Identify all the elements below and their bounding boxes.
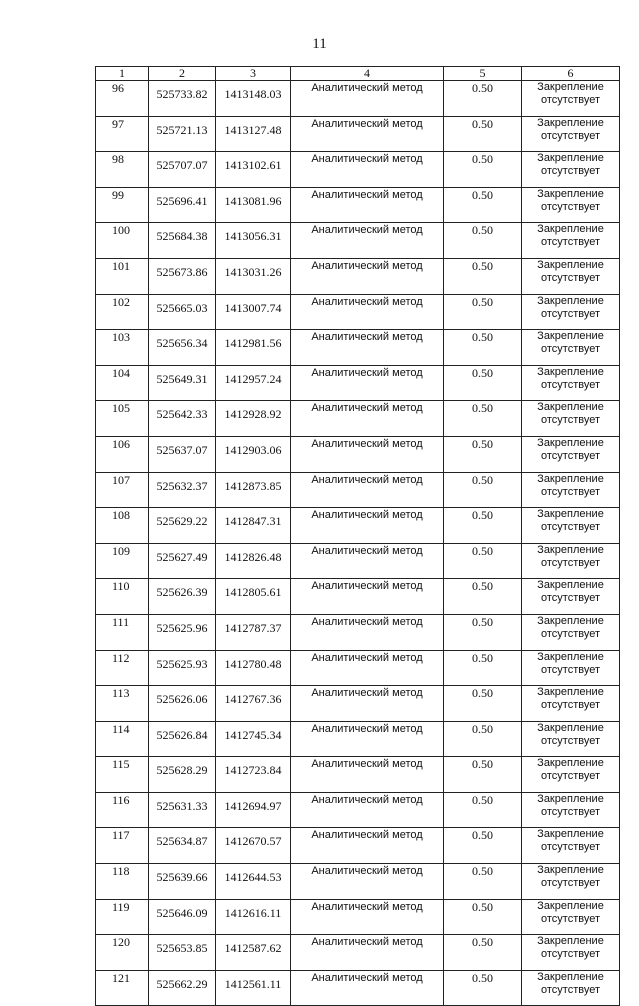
- point-number-cell: 100: [96, 223, 149, 259]
- point-number-cell: 102: [96, 294, 149, 330]
- fixing-cell: Закрепление отсутствует: [522, 792, 620, 828]
- fixing-cell: Закрепление отсутствует: [522, 757, 620, 793]
- method-cell: Аналитический метод: [291, 81, 444, 117]
- method-cell: Аналитический метод: [291, 792, 444, 828]
- fixing-cell: Закрепление отсутствует: [522, 436, 620, 472]
- table-row: [96, 187, 620, 223]
- x-coordinate-cell: 525656.34: [149, 330, 216, 366]
- accuracy-cell: 0.50: [444, 864, 522, 900]
- fixing-cell: Закрепление отсутствует: [522, 686, 620, 722]
- y-coordinate-cell: 1412826.48: [216, 543, 291, 579]
- y-coordinate-cell: 1412957.24: [216, 365, 291, 401]
- y-coordinate-cell: 1412780.48: [216, 650, 291, 686]
- method-cell: Аналитический метод: [291, 116, 444, 152]
- fixing-cell: Закрепление отсутствует: [522, 365, 620, 401]
- method-cell: Аналитический метод: [291, 828, 444, 864]
- accuracy-cell: 0.50: [444, 970, 522, 1006]
- method-cell: Аналитический метод: [291, 436, 444, 472]
- fixing-cell: Закрепление отсутствует: [522, 970, 620, 1006]
- accuracy-cell: 0.50: [444, 543, 522, 579]
- x-coordinate-cell: 525625.96: [149, 614, 216, 650]
- method-cell: Аналитический метод: [291, 508, 444, 544]
- fixing-cell: Закрепление отсутствует: [522, 294, 620, 330]
- method-cell: Аналитический метод: [291, 330, 444, 366]
- table-body: [96, 81, 620, 1006]
- table-row: [96, 81, 620, 117]
- point-number-cell: 104: [96, 365, 149, 401]
- y-coordinate-cell: 1412694.97: [216, 792, 291, 828]
- point-number-cell: 119: [96, 899, 149, 935]
- table-header: [96, 67, 620, 81]
- y-coordinate-cell: 1413031.26: [216, 258, 291, 294]
- point-number-cell: 120: [96, 935, 149, 971]
- method-cell: Аналитический метод: [291, 935, 444, 971]
- y-coordinate-cell: 1412616.11: [216, 899, 291, 935]
- x-coordinate-cell: 525696.41: [149, 187, 216, 223]
- accuracy-cell: 0.50: [444, 650, 522, 686]
- page-number: 11: [312, 36, 327, 52]
- point-number-cell: 117: [96, 828, 149, 864]
- y-coordinate-cell: 1412587.62: [216, 935, 291, 971]
- column-header-1: 1: [96, 67, 149, 81]
- x-coordinate-cell: 525642.33: [149, 401, 216, 437]
- y-coordinate-cell: 1413081.96: [216, 187, 291, 223]
- method-cell: Аналитический метод: [291, 864, 444, 900]
- table-row: [96, 721, 620, 757]
- column-header-5: 5: [444, 67, 522, 81]
- x-coordinate-cell: 525673.86: [149, 258, 216, 294]
- method-cell: Аналитический метод: [291, 721, 444, 757]
- point-number-cell: 98: [96, 152, 149, 188]
- table-row: [96, 365, 620, 401]
- x-coordinate-cell: 525646.09: [149, 899, 216, 935]
- fixing-cell: Закрепление отсутствует: [522, 614, 620, 650]
- method-cell: Аналитический метод: [291, 757, 444, 793]
- method-cell: Аналитический метод: [291, 579, 444, 615]
- table-row: [96, 757, 620, 793]
- y-coordinate-cell: 1412787.37: [216, 614, 291, 650]
- x-coordinate-cell: 525626.06: [149, 686, 216, 722]
- x-coordinate-cell: 525662.29: [149, 970, 216, 1006]
- point-number-cell: 118: [96, 864, 149, 900]
- point-number-cell: 111: [96, 614, 149, 650]
- y-coordinate-cell: 1413007.74: [216, 294, 291, 330]
- accuracy-cell: 0.50: [444, 579, 522, 615]
- table-row: [96, 792, 620, 828]
- x-coordinate-cell: 525625.93: [149, 650, 216, 686]
- method-cell: Аналитический метод: [291, 686, 444, 722]
- table-row: [96, 864, 620, 900]
- x-coordinate-cell: 525733.82: [149, 81, 216, 117]
- table-row: [96, 508, 620, 544]
- x-coordinate-cell: 525626.84: [149, 721, 216, 757]
- y-coordinate-cell: 1412723.84: [216, 757, 291, 793]
- fixing-cell: Закрепление отсутствует: [522, 508, 620, 544]
- method-cell: Аналитический метод: [291, 899, 444, 935]
- x-coordinate-cell: 525649.31: [149, 365, 216, 401]
- x-coordinate-cell: 525707.07: [149, 152, 216, 188]
- method-cell: Аналитический метод: [291, 472, 444, 508]
- coordinates-table: [95, 66, 620, 1006]
- accuracy-cell: 0.50: [444, 757, 522, 793]
- x-coordinate-cell: 525628.29: [149, 757, 216, 793]
- table-row: [96, 401, 620, 437]
- fixing-cell: Закрепление отсутствует: [522, 223, 620, 259]
- table-row: [96, 828, 620, 864]
- accuracy-cell: 0.50: [444, 258, 522, 294]
- x-coordinate-cell: 525665.03: [149, 294, 216, 330]
- x-coordinate-cell: 525634.87: [149, 828, 216, 864]
- fixing-cell: Закрепление отсутствует: [522, 721, 620, 757]
- table-row: [96, 650, 620, 686]
- accuracy-cell: 0.50: [444, 294, 522, 330]
- fixing-cell: Закрепление отсутствует: [522, 543, 620, 579]
- x-coordinate-cell: 525627.49: [149, 543, 216, 579]
- column-header-6: 6: [522, 67, 620, 81]
- point-number-cell: 106: [96, 436, 149, 472]
- y-coordinate-cell: 1412767.36: [216, 686, 291, 722]
- method-cell: Аналитический метод: [291, 650, 444, 686]
- y-coordinate-cell: 1412903.06: [216, 436, 291, 472]
- method-cell: Аналитический метод: [291, 223, 444, 259]
- table-row: [96, 935, 620, 971]
- method-cell: Аналитический метод: [291, 365, 444, 401]
- y-coordinate-cell: 1412928.92: [216, 401, 291, 437]
- accuracy-cell: 0.50: [444, 436, 522, 472]
- table-row: [96, 152, 620, 188]
- method-cell: Аналитический метод: [291, 187, 444, 223]
- table-row: [96, 970, 620, 1006]
- accuracy-cell: 0.50: [444, 472, 522, 508]
- fixing-cell: Закрепление отсутствует: [522, 116, 620, 152]
- accuracy-cell: 0.50: [444, 614, 522, 650]
- point-number-cell: 112: [96, 650, 149, 686]
- accuracy-cell: 0.50: [444, 330, 522, 366]
- point-number-cell: 109: [96, 543, 149, 579]
- table-row: [96, 579, 620, 615]
- point-number-cell: 115: [96, 757, 149, 793]
- y-coordinate-cell: 1412873.85: [216, 472, 291, 508]
- fixing-cell: Закрепление отсутствует: [522, 81, 620, 117]
- method-cell: Аналитический метод: [291, 258, 444, 294]
- point-number-cell: 103: [96, 330, 149, 366]
- fixing-cell: Закрепление отсутствует: [522, 579, 620, 615]
- accuracy-cell: 0.50: [444, 116, 522, 152]
- column-header-3: 3: [216, 67, 291, 81]
- fixing-cell: Закрепление отсутствует: [522, 258, 620, 294]
- point-number-cell: 116: [96, 792, 149, 828]
- table-row: [96, 472, 620, 508]
- table-row: [96, 223, 620, 259]
- fixing-cell: Закрепление отсутствует: [522, 187, 620, 223]
- y-coordinate-cell: 1413127.48: [216, 116, 291, 152]
- y-coordinate-cell: 1412561.11: [216, 970, 291, 1006]
- y-coordinate-cell: 1413102.61: [216, 152, 291, 188]
- point-number-cell: 96: [96, 81, 149, 117]
- y-coordinate-cell: 1412670.57: [216, 828, 291, 864]
- point-number-cell: 97: [96, 116, 149, 152]
- y-coordinate-cell: 1412847.31: [216, 508, 291, 544]
- accuracy-cell: 0.50: [444, 81, 522, 117]
- y-coordinate-cell: 1412981.56: [216, 330, 291, 366]
- accuracy-cell: 0.50: [444, 686, 522, 722]
- header-row: [96, 67, 620, 81]
- x-coordinate-cell: 525631.33: [149, 792, 216, 828]
- y-coordinate-cell: 1412745.34: [216, 721, 291, 757]
- point-number-cell: 105: [96, 401, 149, 437]
- table-row: [96, 686, 620, 722]
- y-coordinate-cell: 1412805.61: [216, 579, 291, 615]
- table-row: [96, 436, 620, 472]
- fixing-cell: Закрепление отсутствует: [522, 899, 620, 935]
- fixing-cell: Закрепление отсутствует: [522, 472, 620, 508]
- point-number-cell: 108: [96, 508, 149, 544]
- y-coordinate-cell: 1413148.03: [216, 81, 291, 117]
- table-row: [96, 116, 620, 152]
- fixing-cell: Закрепление отсутствует: [522, 152, 620, 188]
- x-coordinate-cell: 525637.07: [149, 436, 216, 472]
- accuracy-cell: 0.50: [444, 792, 522, 828]
- table-row: [96, 258, 620, 294]
- fixing-cell: Закрепление отсутствует: [522, 401, 620, 437]
- x-coordinate-cell: 525629.22: [149, 508, 216, 544]
- method-cell: Аналитический метод: [291, 152, 444, 188]
- point-number-cell: 107: [96, 472, 149, 508]
- method-cell: Аналитический метод: [291, 401, 444, 437]
- column-header-2: 2: [149, 67, 216, 81]
- accuracy-cell: 0.50: [444, 187, 522, 223]
- table-row: [96, 899, 620, 935]
- point-number-cell: 99: [96, 187, 149, 223]
- table-row: [96, 330, 620, 366]
- x-coordinate-cell: 525632.37: [149, 472, 216, 508]
- method-cell: Аналитический метод: [291, 614, 444, 650]
- accuracy-cell: 0.50: [444, 721, 522, 757]
- fixing-cell: Закрепление отсутствует: [522, 330, 620, 366]
- x-coordinate-cell: 525684.38: [149, 223, 216, 259]
- point-number-cell: 114: [96, 721, 149, 757]
- column-header-4: 4: [291, 67, 444, 81]
- accuracy-cell: 0.50: [444, 828, 522, 864]
- accuracy-cell: 0.50: [444, 401, 522, 437]
- table-row: [96, 294, 620, 330]
- x-coordinate-cell: 525721.13: [149, 116, 216, 152]
- accuracy-cell: 0.50: [444, 365, 522, 401]
- fixing-cell: Закрепление отсутствует: [522, 864, 620, 900]
- point-number-cell: 121: [96, 970, 149, 1006]
- method-cell: Аналитический метод: [291, 970, 444, 1006]
- fixing-cell: Закрепление отсутствует: [522, 650, 620, 686]
- accuracy-cell: 0.50: [444, 935, 522, 971]
- method-cell: Аналитический метод: [291, 294, 444, 330]
- point-number-cell: 113: [96, 686, 149, 722]
- accuracy-cell: 0.50: [444, 223, 522, 259]
- x-coordinate-cell: 525639.66: [149, 864, 216, 900]
- point-number-cell: 101: [96, 258, 149, 294]
- point-number-cell: 110: [96, 579, 149, 615]
- accuracy-cell: 0.50: [444, 899, 522, 935]
- y-coordinate-cell: 1412644.53: [216, 864, 291, 900]
- fixing-cell: Закрепление отсутствует: [522, 828, 620, 864]
- table-row: [96, 543, 620, 579]
- x-coordinate-cell: 525626.39: [149, 579, 216, 615]
- y-coordinate-cell: 1413056.31: [216, 223, 291, 259]
- table-row: [96, 614, 620, 650]
- x-coordinate-cell: 525653.85: [149, 935, 216, 971]
- method-cell: Аналитический метод: [291, 543, 444, 579]
- accuracy-cell: 0.50: [444, 508, 522, 544]
- fixing-cell: Закрепление отсутствует: [522, 935, 620, 971]
- accuracy-cell: 0.50: [444, 152, 522, 188]
